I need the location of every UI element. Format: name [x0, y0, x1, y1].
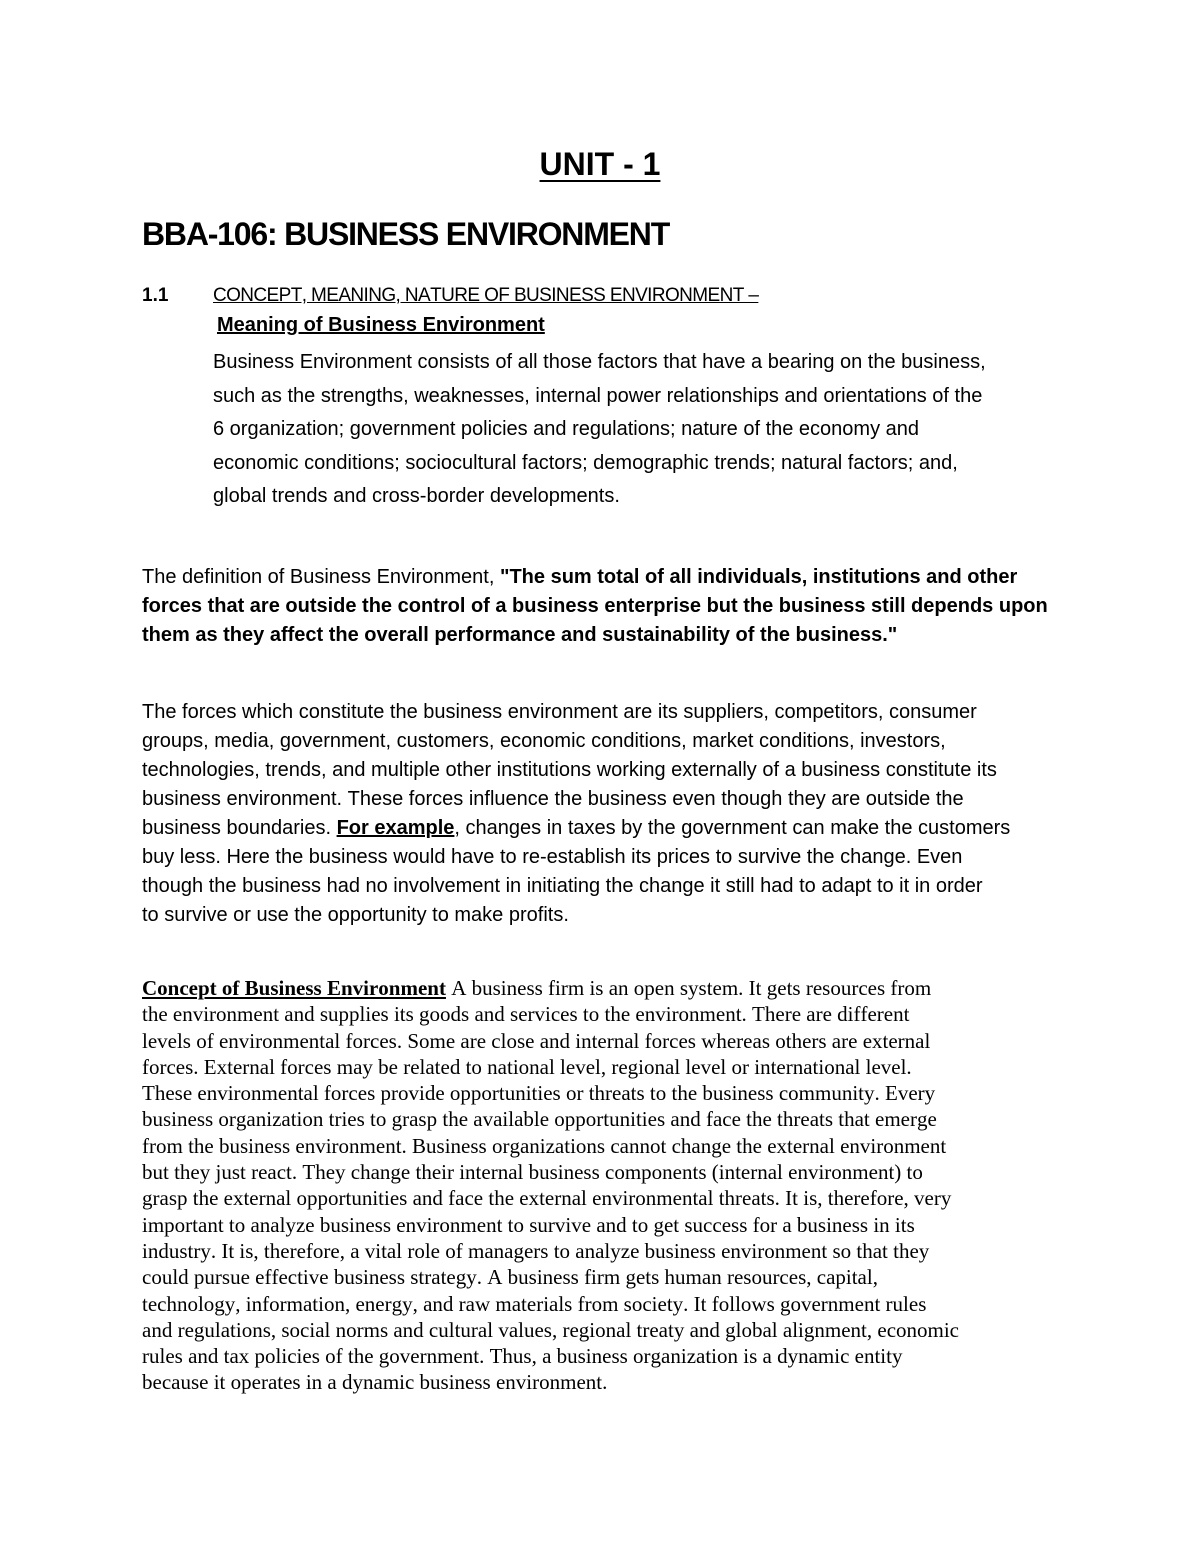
forces-paragraph [142, 698, 1072, 930]
paragraph-line: These environmental forces provide opportunities or threats to the business community. Every [142, 1081, 936, 1106]
meaning-paragraph [213, 346, 1073, 514]
paragraph-line: buy less. Here the business would have to re-establish its prices to survive the change. Even [142, 846, 963, 868]
paragraph-line: from the business environment. Business organizations cannot change the external environment [142, 1133, 947, 1158]
paragraph-line: business environment. These forces influence the business even though they are outside the [142, 788, 964, 810]
paragraph-line: technologies, trends, and multiple other institutions working externally of a business constitute its [142, 759, 997, 781]
paragraph-line: grasp the external opportunities and face the external environmental threats. It is, therefore, very [142, 1186, 952, 1211]
paragraph-line: levels of environmental forces. Some are close and internal forces whereas others are external [142, 1028, 931, 1053]
paragraph-line [142, 975, 1072, 1001]
line-text: A business firm is an open system. It gets resources from [445, 976, 932, 1000]
example-label: For example [336, 817, 455, 839]
paragraph-line: important to analyze business environment to survive and to get success for a business in its [142, 1212, 915, 1237]
paragraph-line: technology, information, energy, and raw materials from society. It follows government rules [142, 1291, 927, 1316]
section-heading: CONCEPT, MEANING, NATURE OF BUSINESS ENVIRONMENT – [213, 285, 759, 306]
paragraph-line: Business Environment consists of all those factors that have a bearing on the business, [213, 351, 986, 373]
paragraph-line: global trends and cross-border developments. [213, 485, 620, 507]
paragraph-line: because it operates in a dynamic business environment. [142, 1370, 608, 1395]
paragraph-line: groups, media, government, customers, economic conditions, market conditions, investors, [142, 730, 946, 752]
paragraph-line: 6 organization; government policies and regulations; nature of the economy and [213, 418, 920, 440]
paragraph-line [142, 814, 1072, 843]
paragraph-line: industry. It is, therefore, a vital role of managers to analyze business environment so that they [142, 1238, 930, 1263]
paragraph-line: and regulations, social norms and cultural values, regional treaty and global alignment, economic [142, 1317, 960, 1342]
line-text: business boundaries. [142, 817, 337, 839]
paragraph-line [142, 563, 1072, 592]
paragraph-line: though the business had no involvement in initiating the change it still had to adapt to it in order [142, 875, 983, 897]
definition-quote: forces that are outside the control of a business enterprise but the business still depends upon [142, 595, 1048, 617]
section-number: 1.1 [142, 285, 169, 306]
concept-heading: Concept of Business Environment [142, 976, 446, 1000]
paragraph-line: the environment and supplies its goods and services to the environment. There are different [142, 1002, 910, 1027]
meaning-heading: Meaning of Business Environment [217, 314, 545, 336]
paragraph-line: forces. External forces may be related to national level, regional level or international level. [142, 1054, 912, 1079]
definition-intro: The definition of Business Environment, [142, 566, 500, 588]
paragraph-line: such as the strengths, weaknesses, internal power relationships and orientations of the [213, 384, 983, 407]
paragraph-line: could pursue effective business strategy. A business firm gets human resources, capital, [142, 1265, 878, 1290]
paragraph-line: The forces which constitute the business environment are its suppliers, competitors, consumer [142, 701, 977, 723]
definition-quote: them as they affect the overall performance and sustainability of the business." [142, 624, 898, 646]
paragraph-line: business organization tries to grasp the available opportunities and face the threats that emerge [142, 1107, 937, 1132]
definition-quote: "The sum total of all individuals, institutions and other [499, 566, 1018, 588]
paragraph-line: rules and tax policies of the government. Thus, a business organization is a dynamic entity [142, 1344, 903, 1369]
paragraph-line: but they just react. They change their internal business components (internal environment) to [142, 1160, 923, 1185]
course-title: BBA-106: BUSINESS ENVIRONMENT [142, 216, 670, 252]
definition-paragraph [142, 563, 1072, 650]
line-text: , changes in taxes by the government can make the customers [454, 817, 1011, 839]
concept-paragraph [142, 975, 1072, 1396]
paragraph-line: economic conditions; sociocultural factors; demographic trends; natural factors; and, [213, 451, 958, 474]
paragraph-line: to survive or use the opportunity to make profits. [142, 904, 569, 926]
unit-title: UNIT - 1 [539, 146, 661, 182]
